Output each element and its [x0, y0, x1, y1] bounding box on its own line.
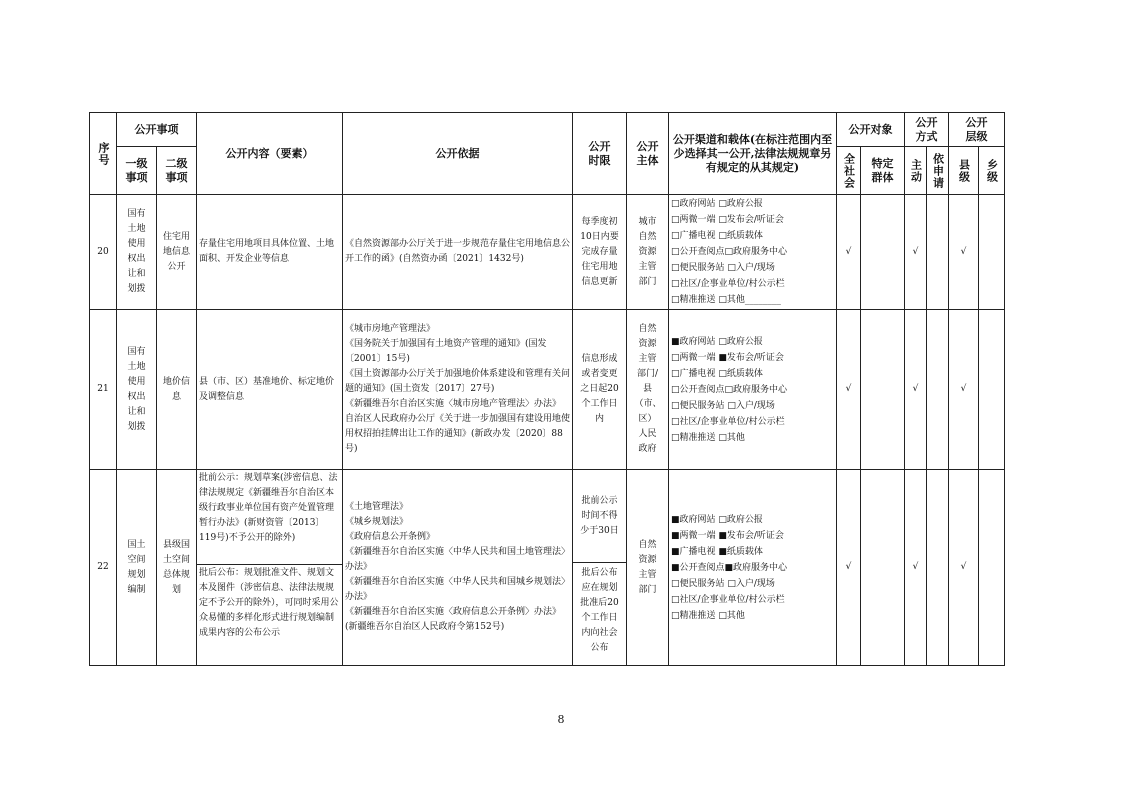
row-content: 县（市、区）基准地价、标定地价及调整信息: [197, 310, 343, 470]
header-level2: 二级事项: [157, 147, 197, 195]
channel-option: □便民服务站 □入户/现场: [671, 400, 775, 411]
row-on-request-check: [927, 470, 949, 666]
channel-option: □公开查阅点□政府服务中心: [671, 247, 788, 257]
disclosure-table: [89, 112, 1005, 666]
header-channel: 公开渠道和载体(在标注范围内至少选择其一公开,法律法规规章另有规定的从其规定): [669, 113, 837, 195]
header-time: 公开时限: [573, 113, 627, 195]
header-audience: 公开对象: [837, 113, 905, 147]
row-seq: 20: [90, 195, 117, 310]
header-specific: 特定群体: [861, 147, 905, 195]
channel-option: □便民服务站 □入户/现场: [671, 578, 775, 589]
header-subject: 公开主体: [627, 113, 669, 195]
channel-option: □精准推送 □其他: [671, 432, 745, 443]
basis-line: 《自然资源部办公厅关于进一步规范存量住宅用地信息公开工作的函》(自然资办函〔2021〕1432号): [345, 239, 571, 264]
row-township-check: [979, 195, 1005, 310]
basis-line: 《政府信息公开条例》: [345, 532, 436, 542]
row-township-check: [979, 470, 1005, 666]
content-post-approval: 批后公布：规划批准文件、规划文本及图件（涉密信息、法律法规规定不予公开的除外），可同时采用公众易懂的多样化形式进行规划编制成果内容的公布公示: [199, 568, 339, 638]
row-seq: 21: [90, 310, 117, 470]
header-row-top: [90, 113, 1005, 147]
row-all-society-check: √: [837, 195, 861, 310]
row-active-check: √: [905, 310, 927, 470]
channel-option: □社区/企事业单位/村公示栏: [671, 279, 785, 289]
basis-line: 《城乡规划法》: [345, 517, 409, 527]
time-pre-approval: 批前公示时间不得少于30日: [573, 470, 626, 563]
basis-line: 《土地管理法》: [345, 502, 409, 512]
header-content: 公开内容（要素）: [197, 113, 343, 195]
row-basis: [343, 195, 573, 310]
row-subject: 城市自然资源主管部门: [627, 195, 669, 310]
row-basis: [343, 310, 573, 470]
row-seq: 22: [90, 470, 117, 666]
row-active-check: √: [905, 195, 927, 310]
basis-line: 《新疆维吾尔自治区实施〈城市房地产管理法〉办法》: [345, 399, 562, 409]
channel-option: ■公开查阅点■政府服务中心: [671, 562, 788, 573]
content-pre-approval: 批前公示：规划草案(涉密信息、法律法规规定《新疆维吾尔自治区本级行政事业单位国有资产处置管理暂行办法》(新财资管〔2013〕119号)不予公开的除外): [197, 470, 342, 565]
row-basis: [343, 470, 573, 666]
row-county-check: √: [949, 310, 979, 470]
table-row: [90, 310, 1005, 470]
basis-line: 《城市房地产管理法》: [345, 324, 436, 334]
channel-option: □精准推送 □其他: [671, 610, 745, 621]
row-time: [573, 470, 627, 666]
row-county-check: √: [949, 470, 979, 666]
channel-option: □社区/企事业单位/村公示栏: [671, 416, 785, 427]
channel-option: ■两微一端 ■发布会/听证会: [671, 530, 784, 541]
header-county: 县级: [949, 147, 979, 195]
header-tier: 公开层级: [949, 113, 1005, 147]
row-level1: 国有土地使用权出让和划拨: [117, 310, 157, 470]
row-content: [197, 470, 343, 666]
header-township: 乡级: [979, 147, 1005, 195]
row-township-check: [979, 310, 1005, 470]
row-specific-check: [861, 310, 905, 470]
header-all-society: 全社会: [837, 147, 861, 195]
header-item: 公开事项: [117, 113, 197, 147]
channel-option: □两微一端 □发布会/听证会: [671, 215, 784, 225]
row-on-request-check: [927, 195, 949, 310]
row-specific-check: [861, 470, 905, 666]
basis-line: 《国务院关于加强国有土地资产管理的通知》(国发〔2001〕15号): [345, 339, 547, 364]
row-subject: 自然资源主管部门: [627, 470, 669, 666]
row-all-society-check: √: [837, 310, 861, 470]
row-time: 每季度初10日内要完成存量住宅用地信息更新: [573, 195, 627, 310]
basis-line: 《国土资源部办公厅关于加强地价体系建设和管理有关问题的通知》(国土资发〔2017〕27号): [345, 369, 571, 394]
row-level2: 住宅用地信息公开: [157, 195, 197, 310]
row-all-society-check: √: [837, 470, 861, 666]
header-seq: 序号: [90, 113, 117, 195]
row-channels: [669, 310, 837, 470]
row-channels: [669, 195, 837, 310]
channel-option: □广播电视 □纸质载体: [671, 231, 763, 241]
basis-line: 《新疆维吾尔自治区实施〈中华人民共和国土地管理法〉办法》: [345, 547, 571, 572]
row-level2: 县级国土空间总体规划: [157, 470, 197, 666]
channel-option: □政府网站 □政府公报: [671, 199, 763, 209]
disclosure-table-sheet: [89, 112, 1005, 666]
channel-option: □广播电视 □纸质载体: [671, 368, 763, 379]
channel-option: □精准推送 □其他________: [671, 295, 781, 305]
row-active-check: √: [905, 470, 927, 666]
header-basis: 公开依据: [343, 113, 573, 195]
row-on-request-check: [927, 310, 949, 470]
channel-option: ■政府网站 □政府公报: [671, 514, 763, 525]
basis-line: 《新疆维吾尔自治区实施〈中华人民共和国城乡规划法〉办法》: [345, 577, 571, 602]
basis-line: 《新疆维吾尔自治区实施〈政府信息公开条例〉办法》(新疆维吾尔自治区人民政府令第152号): [345, 607, 562, 632]
row-channels: [669, 470, 837, 666]
row-time: 信息形成或者变更之日起20个工作日内: [573, 310, 627, 470]
header-active: 主动: [905, 147, 927, 195]
channel-option: □两微一端 ■发布会/听证会: [671, 352, 784, 363]
header-on-request: 依申请: [927, 147, 949, 195]
row-level1: 国有土地使用权出让和划拨: [117, 195, 157, 310]
row-county-check: √: [949, 195, 979, 310]
header-level1: 一级事项: [117, 147, 157, 195]
time-post-approval: 批后公布应在规划批准后20个工作日内向社会公布: [580, 568, 619, 653]
row-subject: 自然资源主管部门/县（市、区）人民政府: [627, 310, 669, 470]
header-method: 公开方式: [905, 113, 949, 147]
row-level2: 地价信息: [157, 310, 197, 470]
table-row: [90, 195, 1005, 310]
channel-option: ■广播电视 ■纸质载体: [671, 546, 763, 557]
channel-option: □公开查阅点□政府服务中心: [671, 384, 788, 395]
row-content: 存量住宅用地项目具体位置、土地面积、开发企业等信息: [197, 195, 343, 310]
channel-option: □社区/企事业单位/村公示栏: [671, 594, 785, 605]
page-number: 8: [557, 713, 565, 726]
channel-option: □便民服务站 □入户/现场: [671, 263, 775, 273]
row-level1: 国土空间规划编制: [117, 470, 157, 666]
table-row: [90, 470, 1005, 666]
row-specific-check: [861, 195, 905, 310]
basis-line: 自治区人民政府办公厅《关于进一步加强国有建设用地使用权招拍挂牌出让工作的通知》(新政办发〔2020〕88号): [345, 414, 571, 454]
channel-option: ■政府网站 □政府公报: [671, 336, 763, 347]
